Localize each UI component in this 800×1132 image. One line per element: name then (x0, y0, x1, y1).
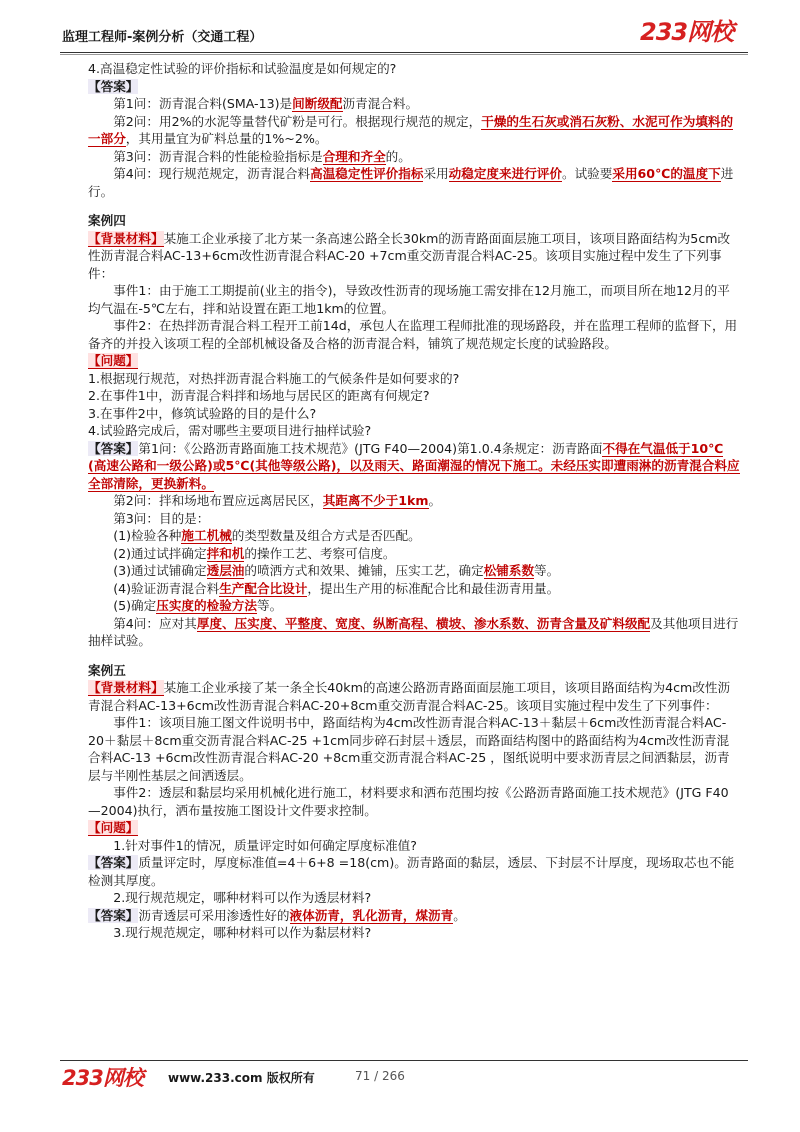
highlight: 动稳定度来进行评价 (448, 166, 562, 181)
question-line: 4.高温稳定性试验的评价指标和试验温度是如何规定的? (88, 61, 397, 76)
header-divider-secondary (60, 54, 748, 55)
answer-label: 【答案】 (88, 907, 139, 923)
text: 的类型数量及组合方式是否匹配。 (231, 528, 421, 543)
answer-line (88, 148, 740, 166)
text: (5)确定 (113, 598, 157, 613)
text: 第1问：《公路沥青路面施工技术规范》(JTG F40—2004)第1.0.4条规定：沥青路面 (138, 440, 603, 456)
question-line: 1.根据现行规范，对热拌沥青混合料施工的气候条件是如何要求的? (88, 370, 460, 386)
text: 的。 (385, 148, 411, 164)
text: 。 (428, 493, 442, 508)
question-tag: 【问题】 (88, 353, 139, 368)
question-tag-line (88, 819, 740, 837)
background-paragraph (88, 679, 740, 714)
answer-item (88, 580, 740, 598)
question-line: 2.现行规范规定，哪种材料可以作为透层材料? (113, 890, 372, 905)
header-divider (60, 52, 748, 53)
answer-line (88, 95, 740, 113)
answer-line (88, 615, 740, 650)
brand-logo[interactable]: 233网校 (640, 18, 734, 46)
highlight: 厚度、压实度、平整度、宽度、纵断高程、横坡、渗水系数、沥青含量及矿料级配 (196, 615, 651, 631)
highlight: 透层油 (206, 563, 245, 578)
footer-logo[interactable]: 233网校 (62, 1066, 143, 1090)
question-line: 3.现行规范规定，哪种材料可以作为黏层材料? (113, 925, 372, 940)
event-paragraph: 事件1：该项目施工图文件说明书中，路面结构为4cm改性沥青混合料AC-13＋黏层＋6cm改性沥青混合料AC-20＋黏层＋8cm重交沥青混合料AC-25 +1cm同步碎石封层＋透层，而路面结构图中的路面结构为4cm改性沥青混合料AC-13 +6cm改性沥青混合料AC-20 +8cm重交沥青混合料AC-25 ，图纸说明中要求沥青层之间洒黏层，沥青层与半刚性基层之间洒透层。 (88, 715, 730, 783)
question-line: 3.在事件2中，修筑试验路的目的是什么? (88, 405, 317, 421)
answer-line (88, 113, 740, 148)
answer-item (88, 545, 740, 563)
text: (3)通过试铺确定 (113, 563, 207, 578)
document-body (88, 60, 740, 942)
text: 等。 (256, 598, 283, 613)
question-tag: 【问题】 (88, 820, 139, 835)
highlight: 拌和机 (206, 545, 245, 561)
text: 第1问：沥青混合料(SMA-13)是 (113, 96, 293, 111)
text: 的操作工艺、考察可信度。 (244, 545, 396, 561)
event-paragraph: 事件1：由于施工工期提前(业主的指令)，导致改性沥青的现场施工需安排在12月施工，而项目所在地12月的平均气温在-5℃左右，拌和站设置在距工地1km的位置。 (88, 283, 730, 316)
highlight: 间断级配 (292, 96, 343, 111)
answer-item (88, 597, 740, 615)
answer-tag (88, 78, 740, 96)
question-line: 1.针对事件1的情况，质量评定时如何确定厚度标准值? (113, 837, 417, 853)
highlight: 施工机械 (181, 528, 232, 543)
question-line: 2.在事件1中，沥青混合料拌和场地与居民区的距离有何规定? (88, 388, 430, 403)
answer-label: 【答案】 (88, 855, 139, 870)
highlight: 高温稳定性评价指标 (310, 166, 424, 181)
answer-line (88, 440, 740, 493)
text: ，其用量宜为矿料总量的1%~2%。 (125, 131, 328, 146)
highlight: 松铺系数 (483, 563, 535, 578)
highlight: 不得在气温低于10℃(高速公路和一级公路)或5℃(其他等级公路)，以及雨天、路面潮湿的情况下施工。未经压实即遭雨淋的沥青混合料应全部清除，更换新料。 (88, 440, 740, 491)
highlight: 生产配合比设计 (219, 580, 308, 596)
footer-divider (60, 1060, 748, 1061)
highlight: 液体沥青，乳化沥青，煤沥青 (289, 907, 454, 923)
text: ，提出生产用的标准配合比和最佳沥青用量。 (307, 580, 560, 596)
highlight: 干燥的生石灰或消石灰粉、水泥可作为填料的一部分 (88, 113, 734, 146)
answer-item (88, 562, 740, 580)
text: 某施工企业承接了某一条全长40km的高速公路沥青路面面层施工项目，该项目路面结构为4cm改性沥青混合料AC-13+6cm改性沥青混合料AC-20+8cm重交沥青混合料AC-25。该项目实施过程中发生了下列事件： (88, 680, 731, 713)
text: 某施工企业承接了北方某一条高速公路全长30km的沥青路面面层施工项目，该项目路面结构为5cm改性沥青混合料AC-13+6cm改性沥青混合料AC-20 +7cm重交沥青混合料AC-25。该项目实施过程中发生了下列事件： (88, 230, 731, 281)
answer-line (88, 492, 740, 510)
background-tag: 【背景材料】 (88, 230, 164, 246)
answer-label: 【答案】 (88, 78, 139, 94)
event-paragraph: 事件2：透层和黏层均采用机械化进行施工，材料要求和洒布范围均按《公路沥青路面施工技术规范》(JTG F40—2004)执行，洒布量按施工图设计文件要求控制。 (88, 785, 729, 818)
text: 等。 (534, 563, 560, 578)
highlight: 其距离不少于1km (322, 493, 429, 508)
answer-line (88, 165, 740, 200)
background-tag: 【背景材料】 (88, 680, 164, 695)
text: 及其他项目进行抽样试验。 (88, 615, 739, 648)
text: 采用 (423, 166, 449, 181)
highlight: 压实度的检验方法 (156, 598, 257, 613)
event-paragraph: 事件2：在热拌沥青混合料工程开工前14d，承包人在监理工程师批准的现场路段，并在监理工程师的监督下，用备齐的并投入该项工程的全部机械设备及合格的沥青混合料，铺筑了规范规定长度的试验路段。 (88, 318, 738, 351)
answer-label: 【答案】 (88, 440, 139, 456)
text: 质量评定时，厚度标准值=4＋6+8 =18(cm)。沥青路面的黏层，透层、下封层不计厚度，现场取芯也不能检测其厚度。 (88, 855, 735, 888)
text: 第3问：沥青混合料的性能检验指标是 (113, 148, 323, 164)
text: 第4问：应对其 (113, 615, 197, 631)
footer-site-text[interactable]: www.233.com 版权所有 (168, 1071, 315, 1085)
answer-item (88, 527, 740, 545)
page-number: 71 / 266 (355, 1069, 405, 1083)
text: (2)通过试拌确定 (113, 545, 207, 561)
question-line: 4.试验路完成后，需对哪些主要项目进行抽样试验? (88, 423, 372, 438)
background-paragraph (88, 230, 740, 283)
answer-line (88, 854, 740, 889)
document-header-title: 监理工程师-案例分析（交通工程） (62, 30, 263, 45)
answer-line: 第3问：目的是： (113, 510, 210, 526)
text: 沥青混合料。 (342, 96, 419, 111)
text: 沥青透层可采用渗透性好的 (138, 907, 290, 923)
text: 进行。 (88, 166, 734, 199)
case-heading: 案例四 (88, 213, 126, 228)
text: (1)检验各种 (113, 528, 182, 543)
text: 。 (453, 907, 466, 923)
text: 。试验要 (561, 166, 613, 181)
answer-line (88, 907, 740, 925)
text: 第2问：拌和场地布置应远离居民区， (113, 493, 323, 508)
highlight: 采用60℃的温度下 (612, 166, 721, 181)
text: (4)验证沥青混合料 (113, 580, 220, 596)
case-heading: 案例五 (88, 662, 126, 678)
highlight: 合理和齐全 (322, 148, 386, 164)
question-tag-line (88, 352, 740, 370)
text: 第2问：用2%的水泥等量替代矿粉是可行。根据现行规范的规定， (113, 113, 482, 129)
text: 的喷洒方式和效果、摊铺，压实工艺，确定 (244, 563, 484, 578)
text: 第4问：现行规范规定，沥青混合料 (113, 166, 311, 181)
